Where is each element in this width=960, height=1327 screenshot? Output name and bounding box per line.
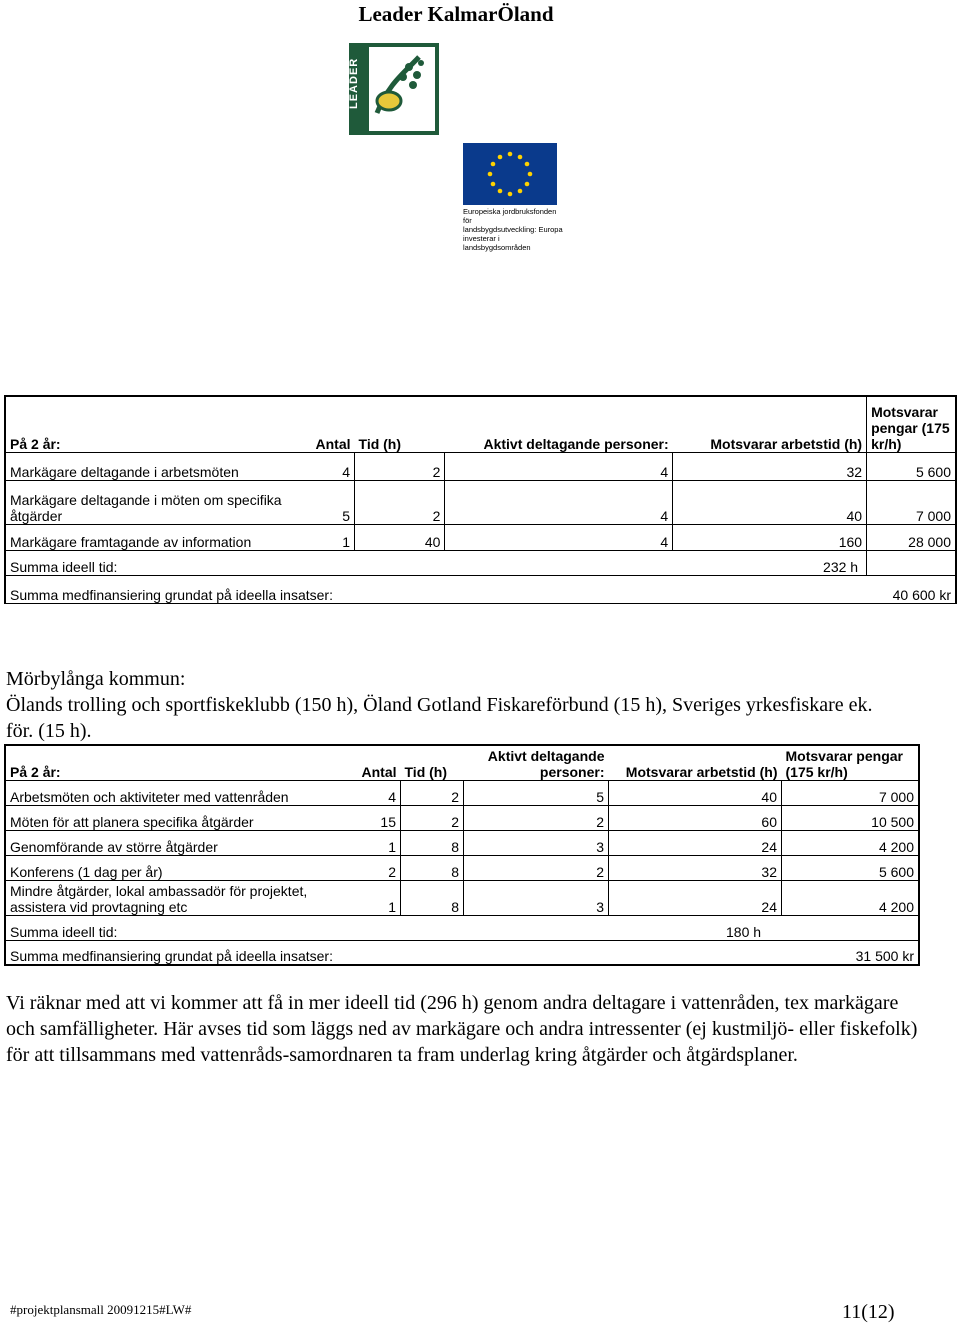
summa-medfinansiering: Summa medfinansiering grundat på ideella insatser: xyxy=(5,575,867,603)
header-participants: Aktivt deltagande personer: xyxy=(464,745,609,780)
summa-medfinansiering-value: 31 500 kr xyxy=(782,940,920,965)
eu-flag-icon xyxy=(463,143,557,205)
summa-ideell-tid-value: 232 h xyxy=(823,558,859,575)
header-worktime: Motsvarar arbetstid (h) xyxy=(673,396,867,452)
leader-logo xyxy=(349,43,439,135)
table-header-row xyxy=(5,745,919,780)
summa-ideell-tid-value: 180 h xyxy=(726,923,762,940)
header-count: Antal xyxy=(344,745,401,780)
table-summary-row xyxy=(5,915,919,940)
header-money: Motsvarar pengar (175 kr/h) xyxy=(867,396,956,452)
table-summary-row xyxy=(5,575,956,603)
table-row: Arbetsmöten och aktiviteter med vattenråden 4 2 5 40 7 000 xyxy=(5,780,919,805)
page-title: Leader KalmarÖland xyxy=(358,2,554,26)
header-money: Motsvarar pengar (175 kr/h) xyxy=(782,745,920,780)
header-time: Tid (h) xyxy=(355,396,445,452)
table-landowners xyxy=(4,395,957,604)
table-morbylanga xyxy=(4,744,920,966)
page-number: 11(12) xyxy=(842,1301,895,1323)
table-row: Markägare framtagande av information 1 40 4 160 28 000 xyxy=(5,524,956,550)
table-summary-row xyxy=(5,550,956,575)
closing-paragraph: Vi räknar med att vi kommer att få in mer ideell tid (296 h) genom andra deltagare i vattenråden, tex markägare och samfälligheter. Här avses tid som läggs ned av markägare och andra intressenter (ej kustmiljö- eller fiskefolk) för att tillsammans med vattenråds-samordnaren ta fram underlag kring åtgärder och åtgärdsplaner. xyxy=(6,992,918,1066)
footer-template-id: #projektplansmall 20091215#LW# xyxy=(10,1302,192,1317)
summa-medfinansiering-value: 40 600 kr xyxy=(867,575,956,603)
summa-ideell-tid: Summa ideell tid: 232 h xyxy=(5,550,867,575)
table-row: Genomförande av större åtgärder 1 8 3 24 4 200 xyxy=(5,830,919,855)
eu-logo xyxy=(463,143,563,252)
summa-ideell-tid: Summa ideell tid: 180 h xyxy=(5,915,919,940)
header-period: På 2 år: xyxy=(5,396,304,452)
header-participants: Aktivt deltagande personer: xyxy=(445,396,673,452)
table-row: Markägare deltagande i möten om specifika åtgärder 5 2 4 40 7 000 xyxy=(5,480,956,524)
header-time: Tid (h) xyxy=(401,745,464,780)
table-summary-row xyxy=(5,940,919,965)
header-count: Antal xyxy=(304,396,354,452)
eu-caption: Europeiska jordbruksfonden för landsbygdsutveckling: Europa investerar i landsbygdsområden xyxy=(463,207,563,252)
header-worktime: Motsvarar arbetstid (h) xyxy=(609,745,782,780)
section-body: Ölands trolling och sportfiskeklubb (150 h), Öland Gotland Fiskareförbund (15 h), Sveriges yrkesfiskare ek. för. (15 h). xyxy=(6,694,873,742)
table-row: Markägare deltagande i arbetsmöten 4 2 4 32 5 600 xyxy=(5,452,956,480)
summa-medfinansiering: Summa medfinansiering grundat på ideella insatser: xyxy=(5,940,782,965)
table-row: Möten för att planera specifika åtgärder 15 2 2 60 10 500 xyxy=(5,805,919,830)
section-heading: Mörbylånga kommun: xyxy=(6,668,186,690)
table-row: Konferens (1 dag per år) 2 8 2 32 5 600 xyxy=(5,855,919,880)
header-period: På 2 år: xyxy=(5,745,344,780)
table-header-row xyxy=(5,396,956,452)
leader-logo-text xyxy=(348,89,360,109)
table-row: Mindre åtgärder, lokal ambassadör för projektet, assistera vid provtagning etc 1 8 3 24 4 200 xyxy=(5,880,919,915)
